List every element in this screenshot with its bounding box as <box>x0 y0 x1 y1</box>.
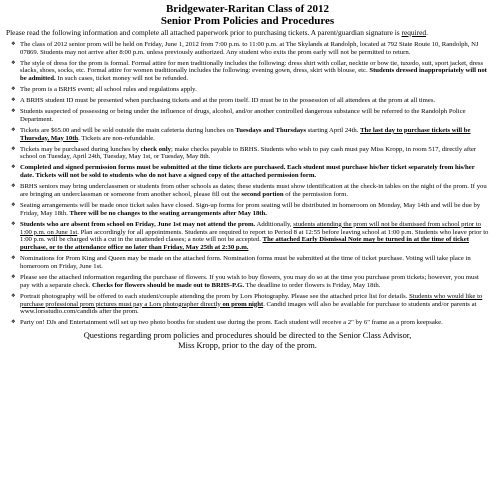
bullet-icon: ❖ <box>11 202 16 209</box>
policy-text: Tickets are $65.00 and will be sold outside the main cafeteria during lunches on <box>20 126 236 134</box>
policy-text: Seating arrangements will be made once ticket sales have closed. Sign-up forms for prom seating will be distributed in homeroom on Monday, May 14th and will be due by Friday, May 18th. <box>20 202 481 217</box>
policy-text: Nominations for Prom King and Queen may be made on the attached form. Nomination forms must be submitted at the time of ticket purchase. Voting will take place in homeroom on Friday, June 1st. <box>20 255 471 270</box>
bullet-icon: ❖ <box>11 183 16 190</box>
policy-text: Checks for flowers should be made out to BRHS-P.G. <box>92 281 245 289</box>
policy-item <box>6 255 489 271</box>
policy-list <box>6 41 489 327</box>
policy-text: The deadline to order flowers is Friday, May 18th. <box>244 281 381 289</box>
policy-text: of the permission form. <box>283 191 349 199</box>
policy-text: Tickets may be purchased during lunches by <box>20 145 141 153</box>
policy-item <box>6 86 489 94</box>
bullet-icon: ❖ <box>11 319 16 326</box>
intro-end: . <box>426 28 428 37</box>
intro-required: required <box>401 28 427 37</box>
title-line-class: Bridgewater-Raritan Class of 2012 <box>165 3 330 15</box>
policy-text: Portrait photography will be offered to each student/couple attending the prom by Lors Photography. Please see the attached price list for details. <box>20 292 410 300</box>
closing-paragraph <box>6 331 489 350</box>
bullet-icon: ❖ <box>11 220 16 227</box>
policy-item <box>6 146 489 162</box>
policy-text: Students who are absent from school on Friday, June 1st may not attend the prom. <box>20 220 256 228</box>
closing-line-1: Questions regarding prom policies and procedures should be directed to the Senior Class Advisor, <box>83 331 412 341</box>
policy-text: starting April 24th. <box>306 126 361 134</box>
policy-text: Party on! DJs and Entertainment will set up two photo booths for student use during the prom. Each student will receive a 2" by 6" frame as a prom keepsake. <box>20 319 443 327</box>
policy-text: Students who would like to purchase professional prom pictures must pay a Lors photographer directly <box>20 292 483 308</box>
policy-text: Students dressed inappropriately will not be admitted. <box>20 67 487 83</box>
intro-text: Please read the following information and complete all attached paperwork prior to purchasing tickets. A parent/guardian signature is <box>6 28 402 37</box>
policy-text: The last day to purchase tickets will be Thursday, May 10th <box>20 126 471 142</box>
policy-text: The class of 2012 senior prom will be held on Friday, June 1, 2012 from 7:00 p.m. to 11:00 p.m. at The Skylands at Randolph, located at 792 State Route 10, Randolph, NJ 07869. Students may not arrive after 8:00 p.m. unless previously authorized. Any student who exits the prom early will not be permitted to return. <box>20 40 479 56</box>
bullet-icon: ❖ <box>11 273 16 280</box>
bullet-icon: ❖ <box>11 86 16 93</box>
policy-text: second portion <box>241 191 284 199</box>
bullet-icon: ❖ <box>11 126 16 133</box>
bullet-icon: ❖ <box>11 108 16 115</box>
policy-item <box>6 41 489 57</box>
policy-item <box>6 221 489 252</box>
policy-item <box>6 274 489 290</box>
policy-item <box>6 108 489 124</box>
policy-item <box>6 127 489 143</box>
policy-text: BRHS seniors may bring underclassmen or students from other schools as dates; these students must show identification at the check-in tables on the night of the prom. If you are bringing an underclassman or someone from another school, please fill out the <box>20 183 487 199</box>
bullet-icon: ❖ <box>11 97 16 104</box>
closing-line-2: Miss Kropp, prior to the day of the prom. <box>178 340 317 350</box>
policy-text: on prom night <box>222 300 264 308</box>
policy-text: . Plan accordingly for all appointments. Students are required to report to Period 8 at 12:55 before leaving school at 1:00 p.m. Students who leave prior to 1:00 p.m. will be charged with a cut in the unattended classes; a note will not be accepted. <box>20 228 489 244</box>
policy-text: Please see the attached information regarding the purchase of flowers. If you wish to buy flowers, you may do so at the time you purchase prom tickets; however, you must pay with a separate check. <box>20 273 479 289</box>
policy-text: students attending the prom will not be dismissed from school prior to 1:00 p.m. on June 1st <box>20 220 482 236</box>
bullet-icon: ❖ <box>11 164 16 171</box>
policy-item <box>6 60 489 83</box>
bullet-icon: ❖ <box>11 59 16 66</box>
bullet-icon: ❖ <box>11 255 16 262</box>
policy-item <box>6 97 489 105</box>
policy-text: check only <box>140 145 171 153</box>
policy-text: Students suspected of possessing or being under the influence of drugs, alcohol, and/or another controlled dangerous substance will be referred to the Randolph Police Department. <box>20 108 466 123</box>
policy-text: Completed and signed permission forms must be submitted at the time tickets are purchased. Each student must purchase his/her ticket separately from his/her date. Tickets will not be sold to students who do not have a signed copy of the attached permission form. <box>20 164 475 180</box>
bullet-icon: ❖ <box>11 145 16 152</box>
policy-item <box>6 164 489 180</box>
policy-text: A BRHS student ID must be presented when purchasing tickets and at the prom itself. ID must be in the possession of all attendees at the prom at all times. <box>20 97 436 105</box>
policy-item <box>6 293 489 316</box>
policy-item <box>6 202 489 218</box>
policy-item <box>6 183 489 199</box>
document-title <box>6 3 489 27</box>
policy-text: The style of dress for the prom is formal. Formal attire for men traditionally includes the following: dress shirt with collar, necktie or bow tie, tuxedo, suit, sport jacket, dress slacks, shoes, socks, etc. Formal attire for women traditionally includes the following: evening gown, dress, skirt with blouse, etc. <box>20 59 484 75</box>
bullet-icon: ❖ <box>11 40 16 47</box>
policy-text: Additionally, <box>255 220 294 228</box>
policy-text: There will be no changes to the seating arrangements after May 18th. <box>69 209 267 217</box>
policy-text: In such cases, ticket money will not be refunded. <box>55 75 189 83</box>
policy-item <box>6 319 489 327</box>
intro-paragraph <box>6 29 489 38</box>
policy-text: . Candid images will also be available for purchase to students and/or parents at www.lorsstudio.com/candids after the prom. <box>20 300 477 316</box>
bullet-icon: ❖ <box>11 292 16 299</box>
title-line-policies: Senior Prom Policies and Procedures <box>160 15 335 27</box>
policy-text: The attached Early Dismissal Note may be turned in at the time of ticket purchase, or to the attendance office no later than Friday, May 25th at 2:30 p.m. <box>20 236 469 252</box>
policy-text: The prom is a BRHS event; all school rules and regulations apply. <box>20 86 197 94</box>
policy-text: ; make checks payable to BRHS. Students who wish to pay cash must pay Miss Kropp, in room 517, directly after school on Tuesday, April 24th, Tuesday, May 1st, or Tuesday, May 8th. <box>20 145 477 161</box>
policy-text: . Tickets are non-refundable. <box>78 134 155 142</box>
policy-text: Tuesdays and Thursdays <box>235 126 307 134</box>
